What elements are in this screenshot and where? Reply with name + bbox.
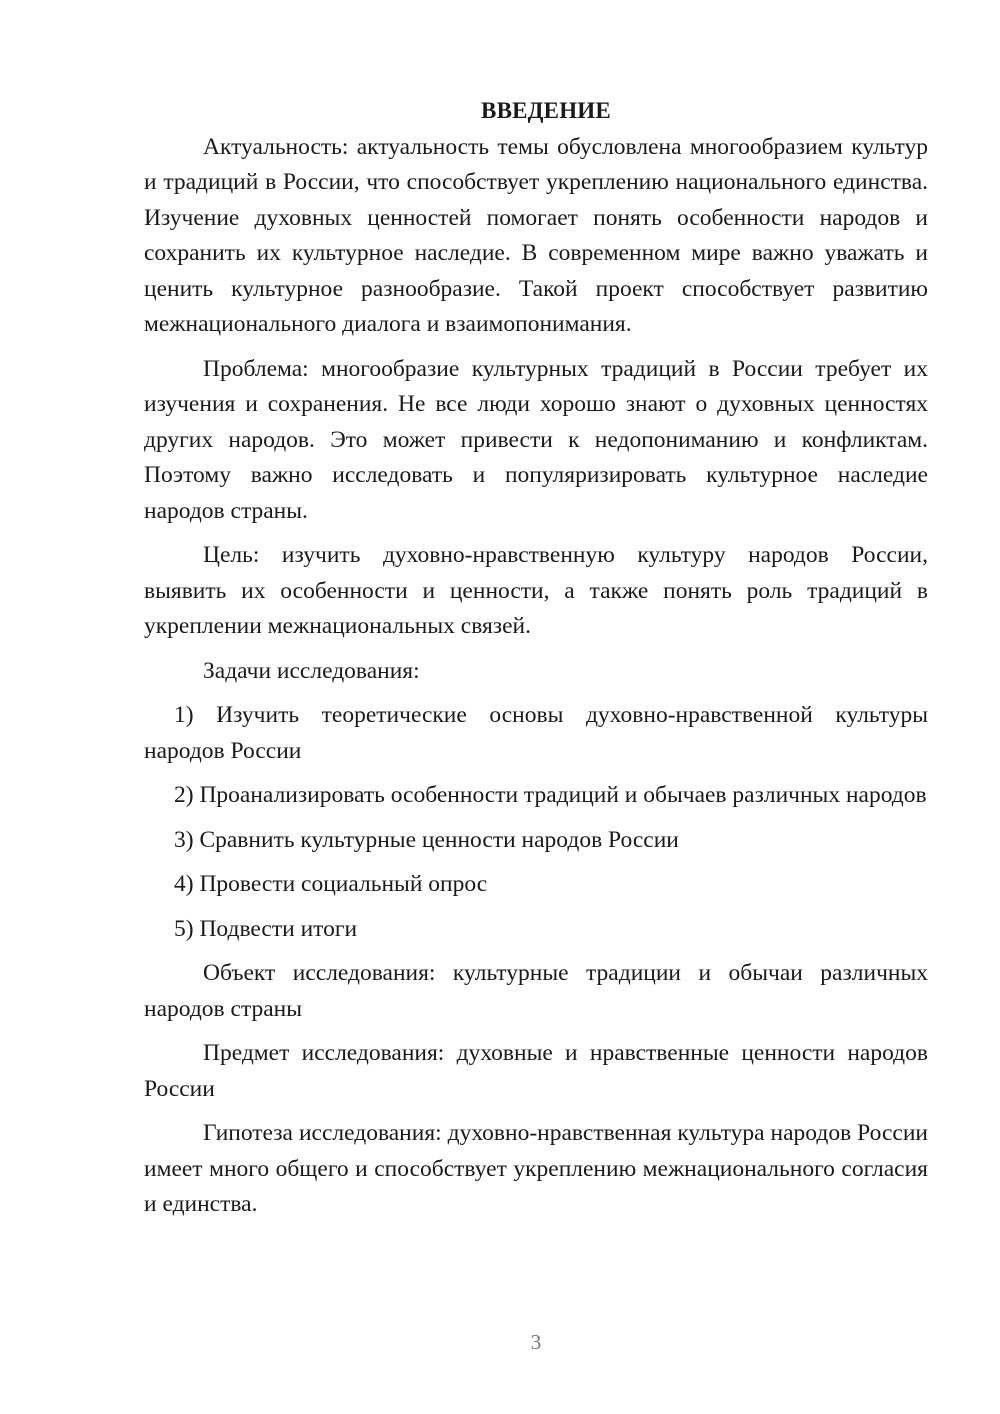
paragraph-tasks-heading: Задачи исследования: [203, 657, 420, 684]
paragraph-goal: Цель: изучить духовно-нравственную культуру народов России, выявить их особенности и ценности, а также понять роль традиций в укреплении межнациональных связей. [144, 542, 928, 639]
page-number: 3 [530, 1330, 542, 1354]
page-title: ВВЕДЕНИЕ [481, 98, 611, 123]
task-item-2: 2) Проанализировать особенности традиций и обычаев различных народов [174, 782, 927, 808]
paragraph-hypothesis: Гипотеза исследования: духовно-нравственная культура народов России имеет много общего и способствует укреплению межнационального согласия и единства. [144, 1120, 928, 1217]
task-item-4: 4) Провести социальный опрос [174, 871, 488, 897]
document-body [144, 93, 928, 1223]
task-item-5: 5) Подвести итоги [174, 915, 358, 942]
paragraph-object: Объект исследования: культурные традиции и обычаи различных народов страны [144, 960, 928, 1022]
paragraph-relevance: Актуальность: актуальность темы обусловлена многообразием культур и традиций в России, что способствует укреплению национального единства. Изучение духовных ценностей помогает понять особенности народов и сохранить их культурное наследие. В современном мире важно уважать и ценить культурное разнообразие. Такой проект способствует развитию межнационального диалога и взаимопонимания. [144, 133, 928, 337]
task-item-1: 1) Изучить теоретические основы духовно-нравственной культуры народов России [144, 702, 928, 764]
paragraph-problem: Проблема: многообразие культурных традиций в России требует их изучения и сохранения. Не все люди хорошо знают о духовных ценностях других народов. Это может привести к недопониманию и конфликтам. Поэтому важно исследовать и популяризировать культурное наследие народов страны. [144, 355, 928, 524]
task-item-3: 3) Сравнить культурные ценности народов России [174, 826, 679, 853]
paragraph-subject: Предмет исследования: духовные и нравственные ценности народов России [144, 1040, 928, 1102]
